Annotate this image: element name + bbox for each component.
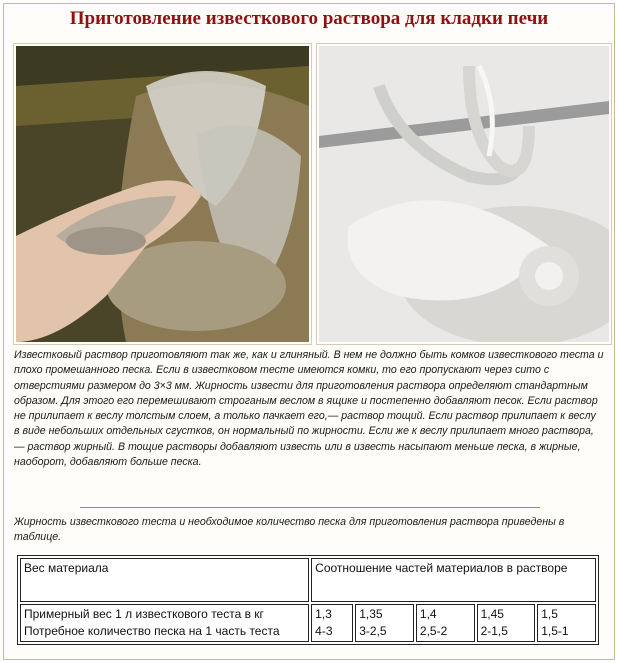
table-cell	[20, 604, 309, 642]
row-label-weight: Примерный вес 1 л известкового теста в кг	[24, 607, 264, 621]
weight-value: 1,35	[359, 607, 383, 621]
sand-value: 4-3	[315, 624, 333, 638]
weight-value: 1,5	[541, 607, 558, 621]
sand-value: 2,5-2	[419, 624, 448, 638]
weight-value: 1,4	[419, 607, 437, 621]
table-cell	[537, 604, 596, 642]
proportions-table	[17, 555, 599, 645]
table-cell	[311, 604, 353, 642]
paragraph-mortar-preparation: Известковый раствор приготовляют так же, как и глиняный. В нем не должно быть комков известкового теста и плохо промешанного песка. Если в известковом тесте имеются комки, то его пропускают через сито с отверстиями размером до 3×3 мм. Жирность извести для приготовления раствора определяют стандартным образом. Для этого его перемешивают строганым веслом в ящике и постепенно добавляют песок. Если раствор не прилипает к веслу толстым слоем, а только пачкает его,— раствор тощий. Если раствор прилипает к веслу в виде небольших отдельных сгустков, он нормальный по жирности. Если же к веслу прилипает много раствора,— раствор жирный. В тощие растворы добавляют известь или в известь насыпают меньше песка, в жирные, наоборот, добавляют больше песка.	[14, 349, 604, 469]
table-cell	[416, 604, 475, 642]
weight-value: 1,45	[480, 607, 504, 621]
row-label-sand: Потребное количество песка на 1 часть теста	[24, 624, 280, 638]
paragraph-table-intro: Жирность известкового теста и необходимое количество песка для приготовления раствора приведены в таблице.	[14, 516, 565, 544]
photo-mixing-lime-mortar	[317, 44, 611, 344]
sand-value: 2-1,5	[480, 624, 508, 638]
divider	[80, 507, 540, 508]
table-cell	[355, 604, 414, 642]
weight-value: 1,3	[315, 607, 332, 621]
page-title: Приготовление известкового раствора для кладки печи	[69, 8, 549, 29]
sand-value: 1,5-1	[541, 624, 569, 638]
table-cell	[477, 604, 536, 642]
table-row	[20, 604, 596, 642]
table-header-row	[20, 558, 596, 602]
table-header-cell: Соотношение частей материалов в растворе	[311, 558, 596, 602]
photo-lime-powder-in-sack	[14, 44, 311, 344]
sand-value: 3-2,5	[359, 624, 387, 638]
table-header-cell: Вес материала	[20, 558, 309, 602]
